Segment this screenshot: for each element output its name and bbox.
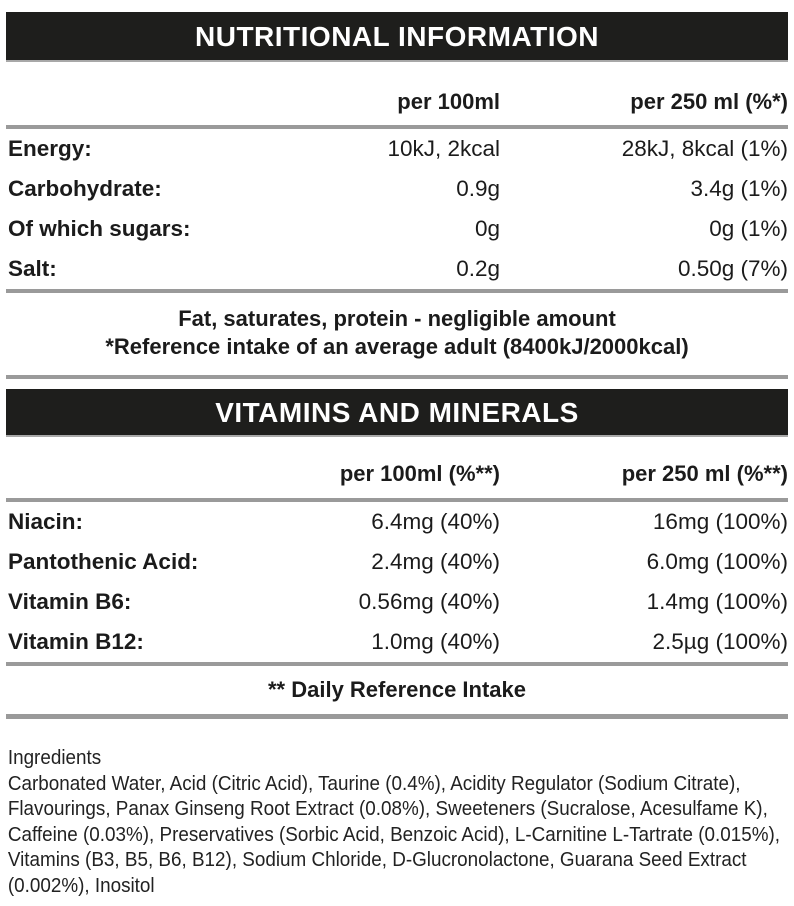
row-label: Vitamin B6: xyxy=(8,589,132,614)
row-value-per-100ml: 0g xyxy=(474,216,500,241)
vitamins-minerals-header-bar xyxy=(6,389,788,437)
note-reference-intake: *Reference intake of an average adult (8400kJ/2000kcal) xyxy=(105,334,689,359)
row-label: Vitamin B12: xyxy=(8,629,144,654)
row-value-per-250ml: 16mg (100%) xyxy=(652,509,788,534)
vitamins-col-header-per-250ml: per 250 ml (%**) xyxy=(621,461,788,486)
row-label: Niacin: xyxy=(8,509,84,534)
nutritional-information-title: NUTRITIONAL INFORMATION xyxy=(195,21,599,52)
vitamins-col-header-per-100ml: per 100ml (%**) xyxy=(339,461,500,486)
row-label: Of which sugars: xyxy=(8,216,191,241)
ingredients-block xyxy=(6,745,786,898)
row-value-per-100ml: 0.9g xyxy=(456,176,500,201)
table-row-carbohydrate xyxy=(6,169,788,209)
nutrition-col-header-per-250ml: per 250 ml (%*) xyxy=(630,89,788,114)
row-value-per-250ml: 28kJ, 8kcal (1%) xyxy=(621,136,788,161)
row-value-per-250ml: 3.4g (1%) xyxy=(690,176,788,201)
row-value-per-250ml: 6.0mg (100%) xyxy=(646,549,788,574)
note-negligible-amount: Fat, saturates, protein - negligible amount xyxy=(178,306,616,331)
table-row-salt xyxy=(6,249,788,289)
nutrition-notes xyxy=(6,293,788,375)
divider xyxy=(6,714,788,719)
ingredients-text: Carbonated Water, Acid (Citric Acid), Taurine (0.4%), Acidity Regulator (Sodium Citrate), Flavourings, Panax Ginseng Root Extract (0.08%), Sweeteners (Sucralose, Acesulfame K), Caffeine (0.03%), Preservatives (Sorbic Acid, Benzoic Acid), L-Carnitine L-Tartrate (0.015%), Vitamins (B3, B5, B6, B12), Sodium Chloride, D-Glucronolactone, Guarana Seed Extract (0.002%), Inositol xyxy=(7,771,781,897)
vitamins-column-header-row xyxy=(6,437,788,498)
row-value-per-250ml: 0g (1%) xyxy=(709,216,788,241)
row-value-per-250ml: 1.4mg (100%) xyxy=(646,589,788,614)
row-value-per-100ml: 1.0mg (40%) xyxy=(371,629,500,654)
row-label: Pantothenic Acid: xyxy=(8,549,199,574)
vitamins-minerals-title: VITAMINS AND MINERALS xyxy=(215,397,579,428)
table-row-niacin xyxy=(6,502,788,542)
row-value-per-100ml: 2.4mg (40%) xyxy=(371,549,500,574)
divider xyxy=(6,375,788,379)
row-value-per-100ml: 0.56mg (40%) xyxy=(358,589,500,614)
ingredients-heading: Ingredients xyxy=(7,746,102,769)
row-value-per-250ml: 0.50g (7%) xyxy=(677,256,788,281)
table-row-sugars xyxy=(6,209,788,249)
row-value-per-100ml: 10kJ, 2kcal xyxy=(387,136,500,161)
table-row-energy xyxy=(6,129,788,169)
nutrition-col-header-per-100ml: per 100ml xyxy=(397,89,500,114)
daily-reference-intake-note: ** Daily Reference Intake xyxy=(267,677,527,702)
row-label: Energy: xyxy=(8,136,92,161)
row-label: Carbohydrate: xyxy=(8,176,162,201)
row-value-per-100ml: 6.4mg (40%) xyxy=(371,509,500,534)
nutritional-information-header-bar xyxy=(6,12,788,62)
row-label: Salt: xyxy=(8,256,57,281)
table-row-vitamin-b12 xyxy=(6,622,788,662)
nutrition-column-header-row xyxy=(6,62,788,125)
table-row-pantothenic-acid xyxy=(6,542,788,582)
row-value-per-250ml: 2.5µg (100%) xyxy=(652,629,788,654)
row-value-per-100ml: 0.2g xyxy=(456,256,500,281)
table-row-vitamin-b6 xyxy=(6,582,788,622)
